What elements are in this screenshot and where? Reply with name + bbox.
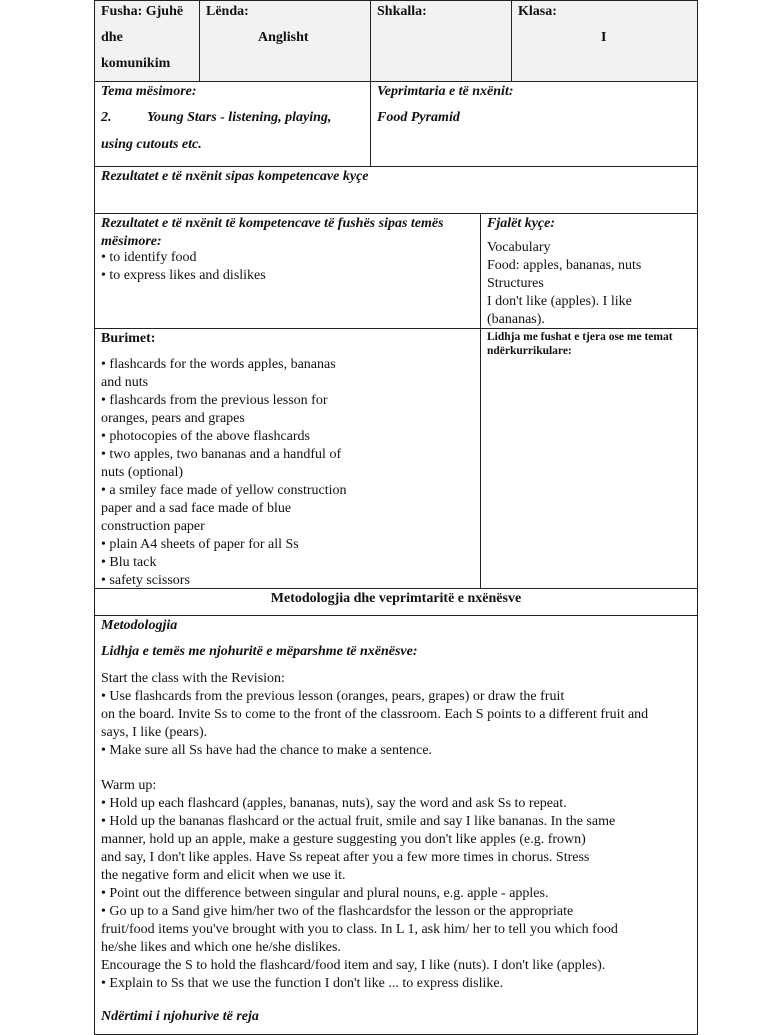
shkalla-label: Shkalla: <box>377 4 427 19</box>
fjalet-kyce-list <box>487 239 641 329</box>
list-item: • to identify food <box>101 250 197 265</box>
burimet-cell <box>94 328 481 589</box>
lenda-value: Anglisht <box>258 30 309 45</box>
metodologjia-body-cell <box>94 615 698 1035</box>
lenda-cell <box>199 0 371 82</box>
tema-cell <box>94 81 371 167</box>
rezultatet-fushes-cell <box>94 213 481 329</box>
list-item: • flashcards for the words apples, bananas <box>101 357 336 372</box>
list-item: • plain A4 sheets of paper for all Ss <box>101 537 299 552</box>
tema-line2: using cutouts etc. <box>101 137 202 152</box>
veprimtaria-value: Food Pyramid <box>377 110 460 125</box>
fjalet-kyce-cell <box>480 213 698 329</box>
veprimtaria-cell <box>370 81 698 167</box>
list-item: • flashcards from the previous lesson for <box>101 393 328 408</box>
rezultatet-fushes-label: Rezultatet e të nxënit të kompetencave të fushës sipas temës mësimore: <box>101 216 444 249</box>
fusha-label-line2: dhe <box>101 30 123 45</box>
burimet-list <box>101 356 347 590</box>
list-item: • safety scissors <box>101 573 190 588</box>
metodologjia-subheading: Metodologjia <box>101 618 178 633</box>
list-item: Structures <box>487 276 544 291</box>
list-item: I don't like (apples). I like <box>487 294 632 309</box>
lidhja-temes-subheading: Lidhja e temës me njohuritë e mëparshme të nxënësve: <box>101 644 418 659</box>
list-item: Food: apples, bananas, nuts <box>487 258 642 273</box>
list-item: Vocabulary <box>487 240 551 255</box>
lesson-plan-page <box>94 0 698 1024</box>
rezultatet-kyce-label: Rezultatet e të nxënit sipas kompetencave kyçe <box>101 169 369 184</box>
lidhja-fushat-label: Lidhja me fushat e tjera ose me temat ndërkurrikulare: <box>487 331 673 357</box>
list-item: nuts (optional) <box>101 465 184 480</box>
tema-label: Tema mësimore: <box>101 84 197 99</box>
fusha-label-line1: Fusha: Gjuhë <box>101 4 184 19</box>
list-item: • to express likes and dislikes <box>101 268 266 283</box>
klasa-value: I <box>601 30 607 45</box>
list-item: (bananas). <box>487 312 545 327</box>
klasa-cell <box>511 0 698 82</box>
fusha-cell <box>94 0 200 82</box>
tema-line1: Young Stars - listening, playing, <box>147 110 332 125</box>
list-item: construction paper <box>101 519 205 534</box>
list-item: paper and a sad face made of blue <box>101 501 292 516</box>
list-item: • photocopies of the above flashcards <box>101 429 311 444</box>
lidhja-fushat-cell <box>480 328 698 589</box>
list-item: • two apples, two bananas and a handful of <box>101 447 342 462</box>
metodologjia-heading: Metodologjia dhe veprimtaritë e nxënësve <box>270 591 522 606</box>
burimet-label: Burimet: <box>101 331 156 346</box>
warmup-paragraph: Warm up: • Hold up each flashcard (apples, bananas, nuts), say the word and ask Ss to repeat. • Hold up the bananas flashcard or the actual fruit, smile and say I like bananas. In the same manner, hold up an apple, make a gesture suggesting you don't like apples (e.g. frown) and say, I don't like apples. Have Ss repeat after you a few more times in chorus. Stress the negative form and elicit when we use it. • Point out the difference between singular and plural nouns, e.g. apple - apples. • Go up to a Sand give him/her two of the flashcardsfor the lesson or the appropriate fruit/food items you've brought with you to class. In L 1, ask him/ her to tell you which food he/she likes and which one he/she dislikes. Encourage the S to hold the flashcard/food item and say, I like (nuts). I don't like (apples). • Explain to Ss that we use the function I don't like ... to express dislike. <box>101 778 618 991</box>
klasa-label: Klasa: <box>518 4 557 19</box>
lenda-label: Lënda: <box>206 4 249 19</box>
shkalla-cell <box>370 0 512 82</box>
fusha-label-line3: komunikim <box>101 56 171 71</box>
list-item: oranges, pears and grapes <box>101 411 245 426</box>
ndertimi-subheading: Ndërtimi i njohurive të reja <box>101 1009 259 1024</box>
metodologjia-heading-cell <box>94 588 698 616</box>
list-item: • Blu tack <box>101 555 157 570</box>
list-item: • a smiley face made of yellow construction <box>101 483 347 498</box>
outcomes-list <box>101 249 266 285</box>
rezultatet-kyce-cell <box>94 166 698 214</box>
list-item: and nuts <box>101 375 149 390</box>
revision-paragraph: Start the class with the Revision: • Use flashcards from the previous lesson (oranges, pears, grapes) or draw the fruit on the board. Invite Ss to come to the front of the classroom. Each S points to a different fruit and says, I like (pears). • Make sure all Ss have had the chance to make a sentence. <box>101 671 649 758</box>
tema-number: 2. <box>101 110 112 125</box>
veprimtaria-label: Veprimtaria e të nxënit: <box>377 84 514 99</box>
fjalet-kyce-label: Fjalët kyçe: <box>487 216 556 231</box>
